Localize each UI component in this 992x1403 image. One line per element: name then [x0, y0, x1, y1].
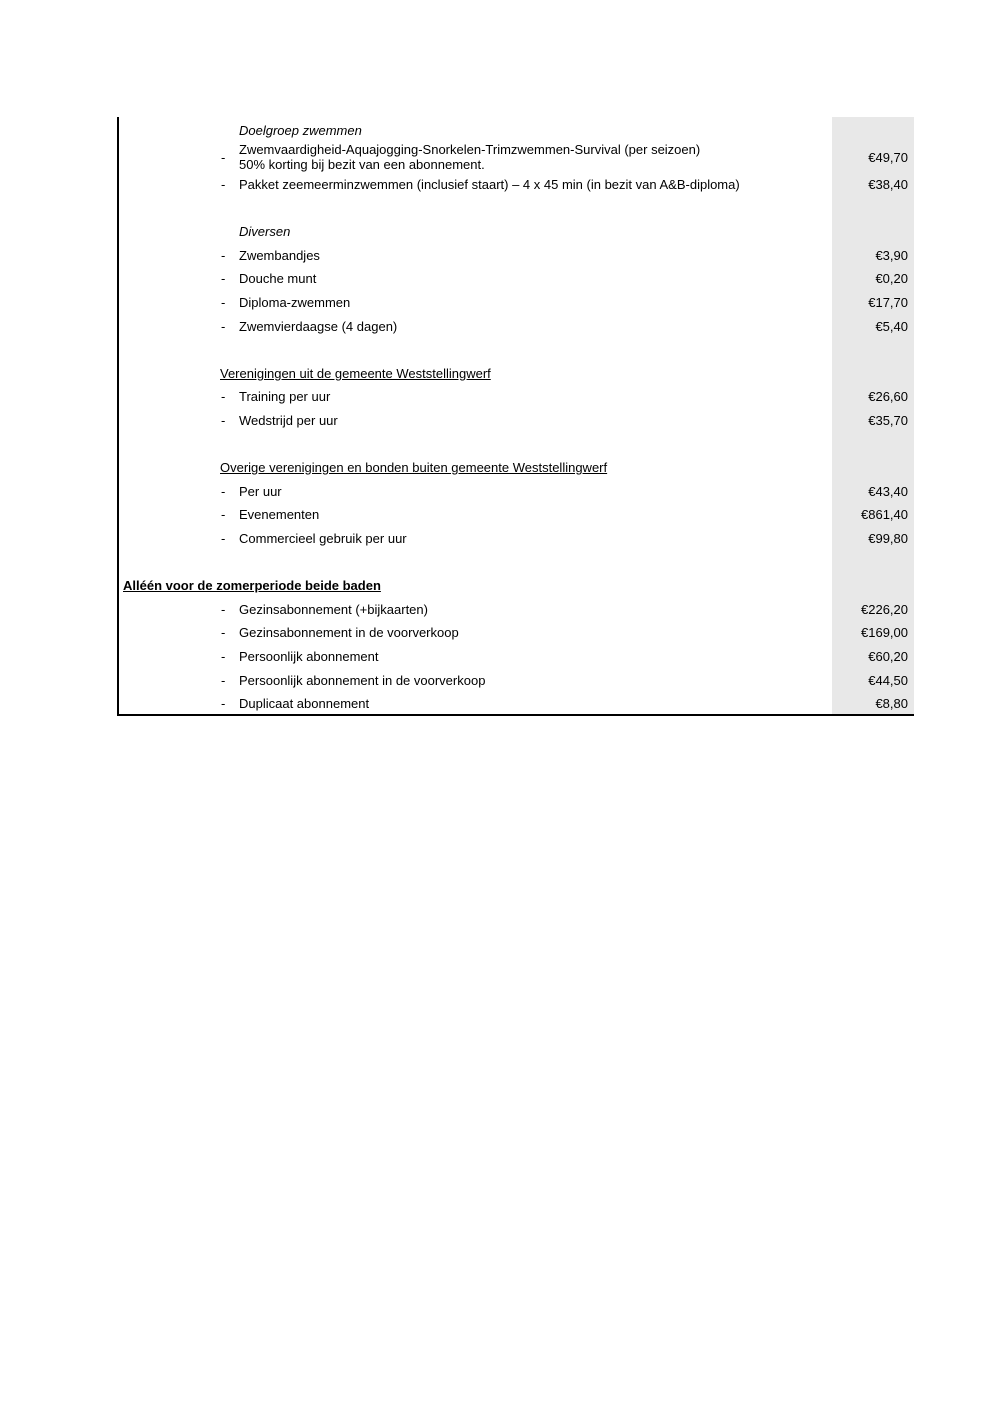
- item-price: €99,80: [868, 531, 908, 546]
- bullet: -: [221, 389, 226, 404]
- item-price: €3,90: [875, 248, 908, 263]
- item-label: Douche munt: [239, 271, 317, 286]
- item-label: Zwemvierdaagse (4 dagen): [239, 319, 398, 334]
- item-price: €169,00: [861, 625, 908, 640]
- item-price: €26,60: [868, 389, 908, 404]
- tariff-table: [117, 117, 914, 716]
- item-label: Per uur: [239, 484, 282, 499]
- bullet: -: [221, 413, 226, 428]
- bullet: -: [221, 673, 226, 688]
- item-price: €0,20: [875, 271, 908, 286]
- item-price: €35,70: [868, 413, 908, 428]
- item-label: Pakket zeemeerminzwemmen (inclusief staart) – 4 x 45 min (in bezit van A&B-diploma): [239, 177, 740, 192]
- section-heading-overige: Overige verenigingen en bonden buiten gemeente Weststellingwerf: [220, 460, 608, 475]
- bullet: -: [221, 248, 226, 263]
- item-label: Duplicaat abonnement: [239, 696, 370, 711]
- item-label: Diploma-zwemmen: [239, 295, 351, 310]
- bullet: -: [221, 531, 226, 546]
- bullet: -: [221, 649, 226, 664]
- item-price: €60,20: [868, 649, 908, 664]
- section-heading-verenigingen: Verenigingen uit de gemeente Weststellingwerf: [220, 366, 491, 381]
- item-label: Training per uur: [239, 389, 331, 404]
- bullet: -: [221, 271, 226, 286]
- section-heading-doelgroep: Doelgroep zwemmen: [239, 123, 362, 138]
- item-label: Persoonlijk abonnement: [239, 649, 379, 664]
- bullet: -: [221, 319, 226, 334]
- item-price: €43,40: [868, 484, 908, 499]
- item-price: €17,70: [868, 295, 908, 310]
- item-price: €44,50: [868, 673, 908, 688]
- bullet: -: [221, 295, 226, 310]
- bullet: -: [221, 507, 226, 522]
- item-price: €5,40: [875, 319, 908, 334]
- item-price: €8,80: [875, 696, 908, 711]
- item-price: €49,70: [868, 150, 908, 165]
- bullet: -: [221, 177, 226, 192]
- item-label: Persoonlijk abonnement in de voorverkoop: [239, 673, 486, 688]
- item-label: Commercieel gebruik per uur: [239, 531, 407, 546]
- item-price: €861,40: [861, 507, 908, 522]
- item-label: Gezinsabonnement (+bijkaarten): [239, 602, 428, 617]
- item-label: Gezinsabonnement in de voorverkoop: [239, 625, 459, 640]
- item-label: Zwembandjes: [239, 248, 320, 263]
- section-heading-zomer: Alléén voor de zomerperiode beide baden: [123, 578, 381, 593]
- item-price: €38,40: [868, 177, 908, 192]
- bullet: -: [221, 150, 226, 165]
- section-heading-diversen: Diversen: [239, 224, 291, 239]
- item-label: Wedstrijd per uur: [239, 413, 338, 428]
- item-label-note: 50% korting bij bezit van een abonnement.: [239, 157, 485, 172]
- bullet: -: [221, 625, 226, 640]
- item-label: Zwemvaardigheid-Aquajogging-Snorkelen-Trimzwemmen-Survival (per seizoen): [239, 142, 701, 157]
- item-label: Evenementen: [239, 507, 320, 522]
- bullet: -: [221, 696, 226, 711]
- bullet: -: [221, 484, 226, 499]
- bullet: -: [221, 602, 226, 617]
- item-price: €226,20: [861, 602, 908, 617]
